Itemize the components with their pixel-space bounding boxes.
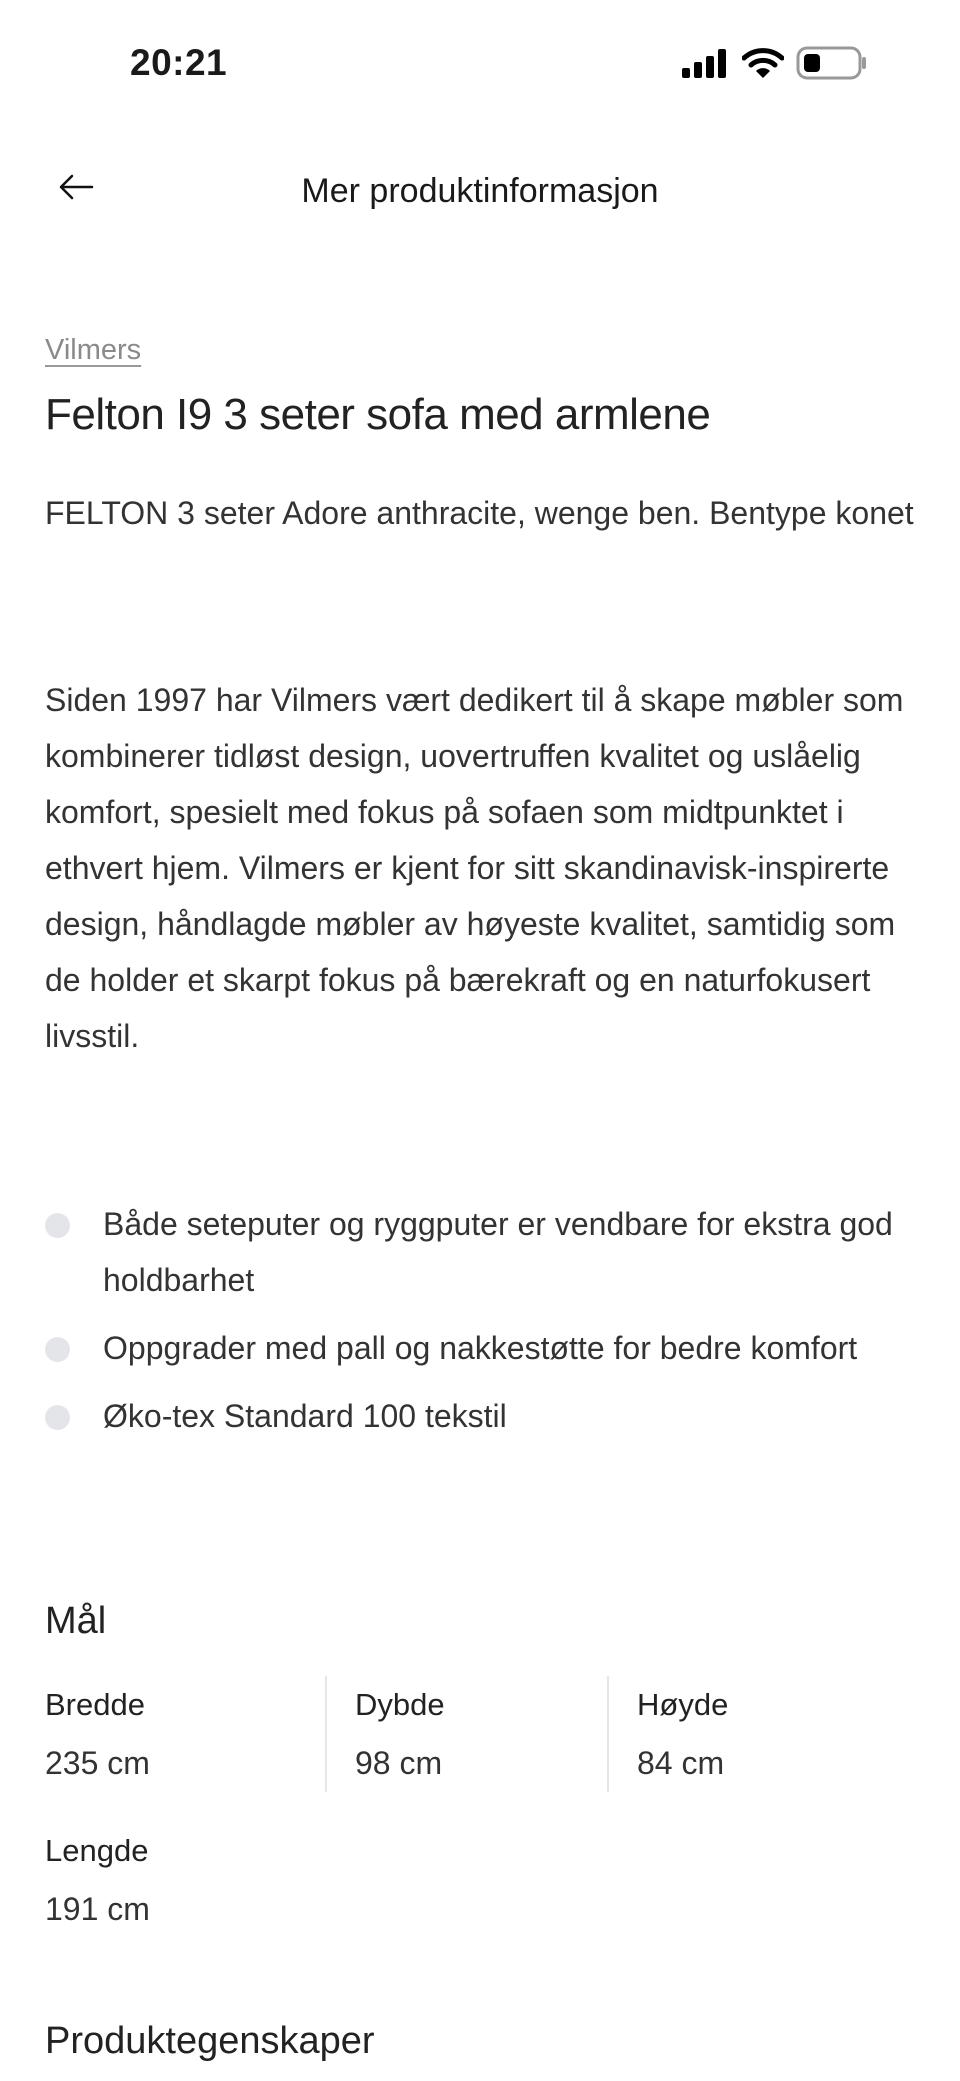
dimension-width: [45, 1676, 355, 1792]
bullet-dot-icon: [45, 1337, 70, 1362]
list-item: [45, 1388, 915, 1444]
dimension-label: Bredde: [45, 1687, 145, 1722]
dimensions-heading: Mål: [45, 1600, 107, 1642]
properties-heading: Produktegenskaper: [45, 2020, 375, 2062]
feature-text: Øko-tex Standard 100 tekstil: [103, 1398, 507, 1434]
cellular-signal-icon: [680, 48, 730, 78]
dimension-depth: [325, 1676, 637, 1792]
brand-link[interactable]: Vilmers: [45, 334, 142, 366]
page-title: Mer produktinformasjon: [301, 172, 659, 210]
dimension-value: 191 cm: [45, 1891, 150, 1927]
list-item: [45, 1320, 915, 1376]
dimension-value: 98 cm: [355, 1745, 443, 1781]
dimension-value: 84 cm: [637, 1745, 725, 1781]
bullet-dot-icon: [45, 1405, 70, 1430]
dimensions-row: [45, 1676, 960, 1792]
feature-text: Både seteputer og ryggputer er vendbare for ekstra god holdbarhet: [103, 1206, 893, 1298]
product-subtitle: FELTON 3 seter Adore anthracite, wenge ben. Bentype konet: [45, 495, 914, 531]
product-description: Siden 1997 har Vilmers vært dedikert til å skape møbler som kombinerer tidløst design, uovertruffen kvalitet og uslåelig komfort, spesielt med fokus på sofaen som midtpunktet i ethvert hjem. Vilmers er kjent for sitt skandinavisk-inspirerte design, håndlagde møbler av høyeste kvalitet, samtidig som de holder et skarpt fokus på bærekraft og en naturfokusert livsstil.: [45, 682, 904, 1054]
wifi-icon: [742, 47, 784, 79]
product-title: Felton I9 3 seter sofa med armlene: [45, 390, 711, 439]
battery-icon: [796, 46, 868, 80]
dimension-label: Dybde: [355, 1687, 445, 1722]
list-item: [45, 1196, 915, 1308]
dimension-height: [607, 1676, 919, 1792]
feature-list: [45, 1196, 915, 1456]
dimension-label: Høyde: [637, 1687, 729, 1722]
bullet-dot-icon: [45, 1213, 70, 1238]
status-icons: [680, 46, 868, 80]
status-time: 20:21: [130, 42, 228, 83]
dimension-length: [45, 1822, 150, 1938]
dimension-label: Lengde: [45, 1833, 149, 1868]
feature-text: Oppgrader med pall og nakkestøtte for bedre komfort: [103, 1330, 858, 1366]
dimension-value: 235 cm: [45, 1745, 150, 1781]
